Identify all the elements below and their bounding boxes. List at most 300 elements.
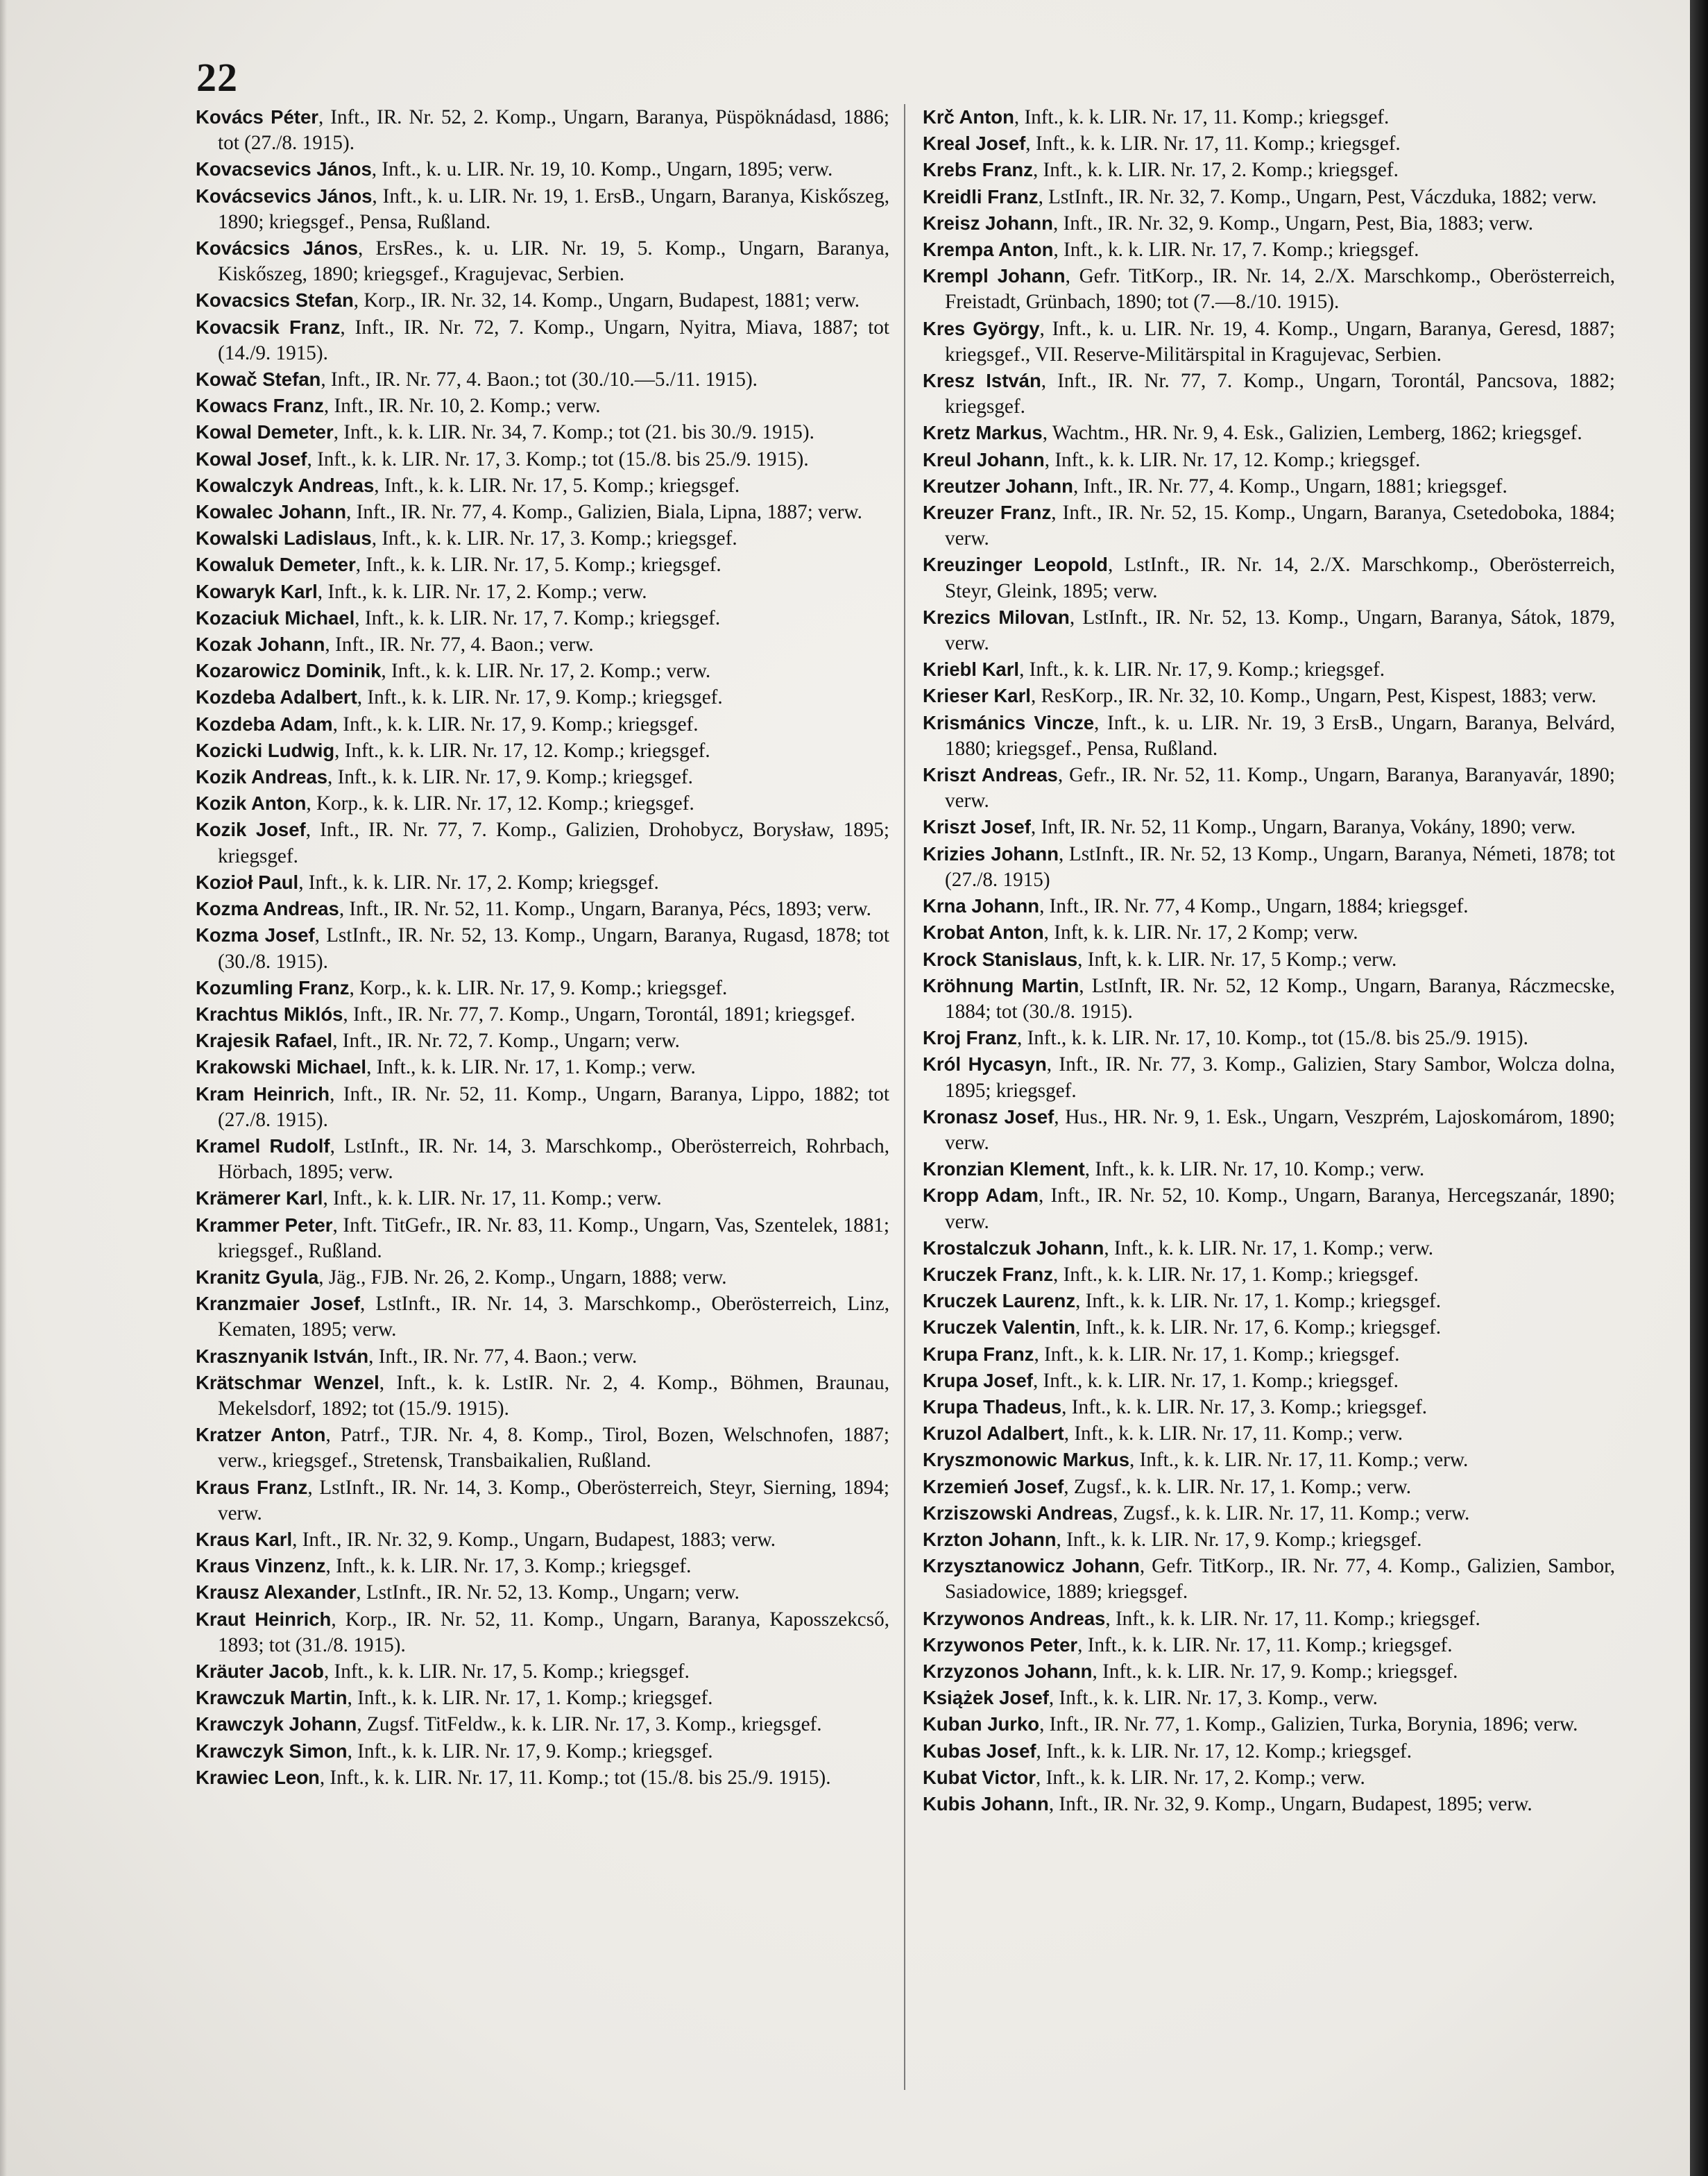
casualty-entry [196, 790, 889, 817]
entry-name: Krätschmar Wenzel [196, 1371, 379, 1393]
entry-name: Krzywonos Peter [923, 1633, 1078, 1656]
casualty-entry [196, 366, 889, 393]
casualty-entry [196, 896, 889, 922]
entry-details: , Inft., k. k. LIR. Nr. 17, 2. Komp.; verw. [381, 660, 711, 683]
entry-details: , Inft., k. k. LIR. Nr. 17, 12. Komp.; kriegsgef. [334, 739, 710, 762]
entry-details: , ErsRes., k. u. LIR. Nr. 19, 5. Komp., Ungarn, Baranya, Kiskőszeg, 1890; kriegsgef., Kragujevac, Serbien. [218, 237, 890, 286]
entry-details: , Inft., k. k. LIR. Nr. 17, 1. Komp.; kriegsgef. [1034, 1343, 1400, 1366]
entry-details: , Inft., k. u. LIR. Nr. 19, 10. Komp., Ungarn, 1895; verw. [371, 158, 833, 181]
casualty-entry [196, 314, 889, 366]
entry-name: Kozarowicz Dominik [196, 660, 382, 682]
entry-name: Kubis Johann [923, 1793, 1049, 1814]
entry-name: Krzysztanowicz Johann [923, 1555, 1140, 1577]
entry-name: Kreisz Johann [923, 212, 1053, 234]
casualty-entry [196, 922, 889, 974]
entry-name: Król Hycasyn [923, 1053, 1047, 1076]
casualty-entry [196, 1553, 889, 1579]
casualty-entry [923, 1025, 1615, 1051]
entry-details: , Inft., IR. Nr. 32, 9. Komp., Ungarn, Budapest, 1895; verw. [1048, 1793, 1532, 1815]
entry-details: , Inft., k. k. LIR. Nr. 17, 11. Komp.; verw. [1064, 1422, 1403, 1445]
entry-name: Krobat Anton [923, 921, 1044, 944]
entry-name: Kreutzer Johann [923, 475, 1073, 497]
casualty-entry [196, 419, 889, 445]
entry-name: Książek Josef [923, 1687, 1049, 1709]
casualty-entry [196, 817, 889, 869]
entry-name: Kräuter Jacob [196, 1660, 324, 1682]
page-number: 22 [196, 55, 238, 100]
entry-details: , Inft., k. k. LIR. Nr. 17, 5. Komp.; kriegsgef. [355, 554, 721, 577]
casualty-entry [196, 1370, 889, 1422]
casualty-entry [196, 684, 889, 711]
entry-name: Kronasz Josef [923, 1105, 1054, 1128]
entry-details: , Inft., IR. Nr. 77, 4 Komp., Ungarn, 1884; kriegsgef. [1039, 895, 1469, 918]
entry-details: , Inft., k. k. LIR. Nr. 17, 11. Komp.; kriegsgef. [1105, 1607, 1480, 1630]
entry-details: , Inft., k. k. LIR. Nr. 17, 11. Komp.; verw. [1129, 1449, 1469, 1472]
entry-name: Krostalczuk Johann [923, 1236, 1104, 1259]
casualty-entry [196, 552, 889, 578]
casualty-entry [923, 1341, 1615, 1368]
entry-details: , Inft., IR. Nr. 72, 7. Komp., Ungarn; verw. [332, 1030, 680, 1053]
entry-name: Kraus Franz [196, 1476, 308, 1498]
casualty-entry [923, 447, 1615, 473]
entry-name: Krzemień Josef [923, 1475, 1064, 1497]
entry-details: , LstInft, IR. Nr. 52, 12 Komp., Ungarn, Baranya, Ráczmecske, 1884; tot (30./8. 1915). [945, 974, 1615, 1023]
entry-details: , Inft., k. k. LIR. Nr. 17, 11. Komp.; kriegsgef. [1077, 1633, 1453, 1656]
entry-details: , Gefr. TitKorp., IR. Nr. 14, 2./X. Marschkomp., Oberösterreich, Freistadt, Grünbach, 1890; tot (7.—8./10. 1915). [945, 265, 1615, 314]
entry-details: , Inft., k. u. LIR. Nr. 19, 3 ErsB., Ungarn, Baranya, Belvárd, 1880; kriegsgef., Pensa, Rußland. [945, 711, 1615, 760]
entry-name: Kozicki Ludwig [196, 739, 335, 761]
entry-name: Kraus Vinzenz [196, 1555, 326, 1577]
entry-details: , Inft., IR. Nr. 77, 3. Komp., Galizien, Stary Sambor, Wolcza dolna, 1895; kriegsgef. [945, 1053, 1615, 1102]
casualty-entry [196, 1081, 889, 1133]
entry-name: Krč Anton [923, 106, 1014, 128]
entry-details: , Inft., k. k. LIR. Nr. 17, 11. Komp.; kriegsgef. [1025, 133, 1401, 155]
entry-name: Kres György [923, 317, 1040, 339]
entry-details: , Inft. TitGefr., IR. Nr. 83, 11. Komp., Ungarn, Vas, Szentelek, 1881; kriegsgef., Rußland. [218, 1214, 889, 1262]
entry-details: , Inft., k. k. LIR. Nr. 17, 11. Komp.; verw. [323, 1187, 662, 1210]
entry-name: Krizies Johann [923, 842, 1059, 865]
entry-name: Kovacsevics János [196, 158, 372, 180]
entry-details: , Inft., k. k. LIR. Nr. 17, 1. Komp.; kriegsgef. [1052, 1263, 1419, 1286]
casualty-entry [196, 1343, 889, 1370]
entry-name: Kovács Péter [196, 106, 318, 128]
casualty-entry [923, 841, 1615, 893]
entry-details: , Inft., IR. Nr. 72, 7. Komp., Ungarn, Nyitra, Miava, 1887; tot (14./9. 1915). [218, 316, 889, 364]
entry-details: , Inft., IR. Nr. 77, 4. Baon.; verw. [325, 634, 594, 656]
casualty-entry [923, 1685, 1615, 1711]
entry-details: , Inft., k. k. LIR. Nr. 17, 1. Komp.; verw. [366, 1056, 696, 1079]
entry-name: Kronzian Klement [923, 1158, 1085, 1180]
entry-name: Kruczek Valentin [923, 1316, 1076, 1338]
casualty-entry [196, 1264, 889, 1291]
casualty-entry [923, 1553, 1615, 1605]
casualty-entry [923, 263, 1615, 315]
casualty-entry [923, 1235, 1615, 1261]
left-column [196, 104, 889, 1791]
casualty-entry [196, 1054, 889, 1080]
casualty-entry [196, 579, 889, 605]
casualty-entry [923, 683, 1615, 709]
entry-details: , Inft., IR. Nr. 52, 15. Komp., Ungarn, Baranya, Csetedoboka, 1884; verw. [945, 502, 1615, 550]
entry-details: , Inft., k. k. LIR. Nr. 17, 9. Komp.; kriegsgef. [347, 1740, 713, 1762]
casualty-entry [923, 1527, 1615, 1553]
casualty-entry [923, 104, 1615, 130]
casualty-entry [196, 1133, 889, 1185]
entry-details: , Inft., k. k. LIR. Nr. 17, 3. Komp.; kriegsgef. [1061, 1395, 1428, 1418]
entry-details: , Gefr. TitKorp., IR. Nr. 77, 4. Komp., Galizien, Sambor, Sasiadowice, 1889; kriegsgef. [945, 1555, 1615, 1604]
casualty-entry [196, 605, 889, 631]
entry-name: Kozik Anton [196, 792, 307, 815]
entry-name: Krasznyanik István [196, 1345, 369, 1367]
entry-name: Kramel Rudolf [196, 1134, 330, 1157]
entry-details: , Inft., k. k. LIR. Nr. 17, 2. Komp.; kriegsgef. [1032, 159, 1399, 182]
entry-name: Kowaluk Demeter [196, 554, 356, 576]
entry-details: , Korp., k. k. LIR. Nr. 17, 12. Komp.; kriegsgef. [306, 792, 694, 815]
entry-details: , Inft., IR. Nr. 77, 7. Komp., Ungarn, Torontál, 1891; kriegsgef. [343, 1003, 855, 1026]
entry-details: , Inft., IR. Nr. 32, 9. Komp., Ungarn, Budapest, 1883; verw. [292, 1528, 776, 1551]
entry-details: , Inft., k. u. LIR. Nr. 19, 4. Komp., Ungarn, Baranya, Geresd, 1887; kriegsgef., VII. Reserve-Militärspital in Kragujevac, Serbien. [945, 317, 1615, 366]
casualty-entry [196, 1474, 889, 1527]
entry-details: , Inft., k. k. LIR. Nr. 17, 3. Komp.; tot (15./8. bis 25./9. 1915). [307, 448, 809, 470]
casualty-entry [196, 446, 889, 473]
casualty-entry [923, 1156, 1615, 1182]
entry-details: , Inft., k. k. LIR. Nr. 17, 7. Komp.; kriegsgef. [355, 606, 721, 629]
entry-details: , Inft., k. k. LIR. Nr. 17, 11. Komp.; tot (15./8. bis 25./9. 1915). [319, 1766, 831, 1789]
entry-name: Kraut Heinrich [196, 1608, 332, 1630]
entry-name: Kriebl Karl [923, 658, 1020, 681]
entry-name: Kretz Markus [923, 422, 1043, 444]
casualty-entry [196, 1711, 889, 1737]
entry-name: Kozik Josef [196, 819, 306, 841]
casualty-entry [196, 287, 889, 314]
entry-name: Kovácsevics János [196, 185, 373, 207]
entry-details: , Zugsf., k. k. LIR. Nr. 17, 11. Komp.; verw. [1113, 1502, 1470, 1524]
entry-details: , Inft., IR. Nr. 77, 7. Komp., Galizien, Drohobycz, Borysław, 1895; kriegsgef. [218, 819, 889, 867]
casualty-entry [923, 1658, 1615, 1685]
casualty-entry [923, 316, 1615, 368]
entry-details: , Inft., k. k. LIR. Nr. 17, 2. Komp; kriegsgef. [298, 871, 659, 894]
casualty-entry [196, 1658, 889, 1685]
entry-name: Krawczyk Simon [196, 1740, 348, 1762]
entry-details: , ResKorp., IR. Nr. 32, 10. Komp., Ungarn, Pest, Kispest, 1883; verw. [1030, 685, 1597, 708]
entry-name: Kranitz Gyula [196, 1266, 319, 1288]
entry-details: , Jäg., FJB. Nr. 26, 2. Komp., Ungarn, 1888; verw. [318, 1266, 727, 1289]
casualty-entry [923, 973, 1615, 1025]
casualty-entry [923, 473, 1615, 500]
entry-details: , Inft., k. k. LIR. Nr. 17, 7. Komp.; kriegsgef. [1053, 239, 1419, 262]
entry-name: Kriszt Josef [923, 816, 1031, 838]
entry-name: Krempl Johann [923, 265, 1066, 287]
casualty-entry [923, 1182, 1615, 1234]
casualty-entry [196, 1028, 889, 1054]
entry-details: , Inft., k. u. LIR. Nr. 19, 1. ErsB., Ungarn, Baranya, Kiskőszeg, 1890; kriegsgef., Pensa, Rußland. [218, 185, 889, 233]
casualty-entry [196, 1422, 889, 1474]
casualty-entry [923, 1711, 1615, 1737]
entry-details: , LstInft., IR. Nr. 52, 13. Komp., Ungarn; verw. [356, 1581, 740, 1604]
casualty-entry [923, 1104, 1615, 1156]
entry-details: , Inft., k. k. LIR. Nr. 17, 9. Komp.; kriegsgef. [327, 766, 693, 789]
casualty-entry [196, 1001, 889, 1028]
entry-name: Kryszmonowic Markus [923, 1449, 1130, 1471]
casualty-entry [923, 500, 1615, 552]
entry-name: Krausz Alexander [196, 1581, 357, 1604]
casualty-entry [923, 656, 1615, 683]
casualty-entry [923, 1738, 1615, 1765]
entry-name: Kreidli Franz [923, 185, 1039, 207]
casualty-entry [923, 157, 1615, 183]
entry-name: Kruczek Franz [923, 1263, 1053, 1285]
entry-details: , Inft., IR. Nr. 77, 4. Baon.; verw. [368, 1345, 638, 1368]
entry-details: , Patrf., TJR. Nr. 4, 8. Komp., Tirol, Bozen, Welschnofen, 1887; verw., kriegsgef., Stretensk, Transbaikalien, Rußland. [218, 1424, 889, 1472]
entry-name: Kozik Andreas [196, 766, 328, 788]
entry-details: , Inft., k. k. LIR. Nr. 17, 6. Komp.; kriegsgef. [1075, 1316, 1442, 1339]
entry-name: Kovacsik Franz [196, 316, 341, 338]
casualty-entry [923, 1261, 1615, 1288]
casualty-entry [196, 658, 889, 684]
casualty-entry [196, 183, 889, 235]
entry-details: , Inft., k. k. LIR. Nr. 17, 11. Komp.; kriegsgef. [1014, 106, 1390, 128]
entry-details: , LstInft., IR. Nr. 14, 3. Marschkomp., Oberösterreich, Linz, Kematen, 1895; verw. [218, 1293, 890, 1341]
entry-details: , LstInft., IR. Nr. 32, 7. Komp., Ungarn, Pest, Váczduka, 1882; verw. [1038, 185, 1597, 208]
entry-name: Krziszowski Andreas [923, 1502, 1113, 1524]
entry-name: Kubas Josef [923, 1740, 1036, 1762]
entry-details: , Hus., HR. Nr. 9, 1. Esk., Ungarn, Veszprém, Lajoskomárom, 1890; verw. [945, 1105, 1615, 1154]
casualty-entry [923, 420, 1615, 446]
entry-details: , Inft., k. k. LIR. Nr. 34, 7. Komp.; tot (21. bis 30./9. 1915). [333, 421, 814, 444]
casualty-entry [196, 499, 889, 525]
entry-name: Krupa Josef [923, 1369, 1033, 1391]
casualty-entry [196, 711, 889, 738]
casualty-entry [923, 1791, 1615, 1817]
casualty-entry [923, 368, 1615, 420]
entry-name: Krawiec Leon [196, 1766, 320, 1788]
entry-details: , Inft., k. k. LIR. Nr. 17, 12. Komp.; kriegsgef. [1044, 448, 1421, 471]
entry-name: Kropp Adam [923, 1184, 1039, 1207]
casualty-entry [923, 552, 1615, 604]
entry-details: , Inft, k. k. LIR. Nr. 17, 2 Komp; verw. [1043, 921, 1358, 944]
casualty-entry [196, 1212, 889, 1264]
entry-name: Krismánics Vincze [923, 711, 1094, 733]
entry-details: , Inft., k. k. LIR. Nr. 17, 2. Komp.; verw. [1036, 1766, 1365, 1789]
entry-details: , Inft., k. k. LIR. Nr. 17, 5. Komp.; kriegsgef. [374, 474, 740, 497]
entry-details: , Wachtm., HR. Nr. 9, 4. Esk., Galizien, Lemberg, 1862; kriegsgef. [1042, 422, 1582, 445]
casualty-entry [196, 473, 889, 499]
casualty-entry [196, 1738, 889, 1765]
entry-details: , Inft., IR. Nr. 77, 4. Komp., Galizien, Biala, Lipna, 1887; verw. [346, 501, 862, 524]
casualty-entry [923, 210, 1615, 237]
casualty-entry [923, 710, 1615, 762]
entry-name: Kriszt Andreas [923, 764, 1058, 786]
entry-name: Krawczyk Johann [196, 1713, 357, 1735]
entry-details: , Inft., IR. Nr. 52, 11. Komp., Ungarn, Baranya, Pécs, 1893; verw. [339, 898, 871, 921]
entry-details: , Inft., k. k. LIR. Nr. 17, 9. Komp.; kriegsgef. [1056, 1528, 1422, 1551]
casualty-entry [196, 235, 889, 287]
entry-name: Kraus Karl [196, 1528, 293, 1550]
entry-name: Kowaryk Karl [196, 580, 318, 602]
entry-name: Kowalczyk Andreas [196, 474, 375, 496]
entry-details: , Inft., IR. Nr. 10, 2. Komp.; verw. [323, 395, 601, 418]
casualty-entry [923, 1314, 1615, 1341]
entry-name: Kowacs Franz [196, 395, 324, 417]
casualty-entry [923, 919, 1615, 946]
entry-name: Krupa Franz [923, 1343, 1034, 1365]
entry-details: , LstInft., IR. Nr. 52, 13. Komp., Ungarn, Baranya, Rugasd, 1878; tot (30./8. 1915). [218, 924, 889, 973]
entry-name: Kozdeba Adalbert [196, 686, 357, 708]
entry-details: , Inft., k. k. LIR. Nr. 17, 9. Komp.; kriegsgef. [1092, 1660, 1458, 1683]
casualty-entry [923, 893, 1615, 919]
entry-details: , Gefr., IR. Nr. 52, 11. Komp., Ungarn, Baranya, Baranyavár, 1890; verw. [945, 764, 1615, 813]
entry-name: Krawczuk Martin [196, 1687, 348, 1709]
entry-details: , Inft., k. k. LIR. Nr. 17, 10. Komp.; verw. [1084, 1158, 1425, 1181]
entry-name: Kowal Demeter [196, 421, 334, 443]
casualty-entry [196, 1579, 889, 1606]
entry-name: Krieser Karl [923, 685, 1031, 707]
entry-details: , Inft., IR. Nr. 32, 9. Komp., Ungarn, Pest, Bia, 1883; verw. [1052, 212, 1534, 235]
entry-name: Kowalski Ladislaus [196, 527, 372, 550]
casualty-entry [923, 1394, 1615, 1420]
entry-details: , Inft., k. k. LIR. Nr. 17, 3. Komp.; kriegsgef. [371, 527, 737, 550]
entry-name: Krämerer Karl [196, 1187, 323, 1209]
entry-name: Krempa Anton [923, 239, 1054, 261]
entry-details: , Inft, IR. Nr. 52, 11 Komp., Ungarn, Baranya, Vokány, 1890; verw. [1030, 816, 1576, 839]
entry-details: , Inft., k. k. LIR. Nr. 17, 3. Komp., verw. [1048, 1687, 1378, 1710]
casualty-entry [196, 1185, 889, 1212]
entry-name: Kozioł Paul [196, 871, 299, 893]
entry-details: , Inft., k. k. LIR. Nr. 17, 1. Komp.; kriegsgef. [347, 1687, 713, 1710]
entry-details: , Inft., k. k. LIR. Nr. 17, 2. Komp.; verw. [317, 580, 647, 603]
entry-name: Krna Johann [923, 895, 1040, 917]
entry-details: , Inft., IR. Nr. 52, 11. Komp., Ungarn, Baranya, Lippo, 1882; tot (27./8. 1915). [218, 1082, 889, 1131]
casualty-entry [923, 184, 1615, 210]
casualty-entry [196, 1765, 889, 1791]
casualty-entry [196, 1527, 889, 1553]
casualty-entry [196, 764, 889, 790]
entry-details: , Inft., k. k. LIR. Nr. 17, 12. Komp.; kriegsgef. [1036, 1740, 1412, 1762]
entry-name: Kreuzinger Leopold [923, 554, 1108, 576]
entry-name: Krachtus Miklós [196, 1003, 343, 1025]
casualty-entry [923, 1368, 1615, 1394]
entry-name: Kratzer Anton [196, 1424, 326, 1446]
casualty-entry [196, 525, 889, 552]
entry-name: Krammer Peter [196, 1214, 333, 1236]
entry-name: Krajesik Rafael [196, 1030, 333, 1052]
entry-details: , LstInft., IR. Nr. 14, 3. Marschkomp., Oberösterreich, Rohrbach, Hörbach, 1895; verw. [218, 1134, 889, 1184]
casualty-entry [923, 814, 1615, 840]
entry-name: Kovácsics János [196, 237, 359, 260]
casualty-entry [196, 738, 889, 764]
column-divider [904, 104, 905, 2090]
entry-details: , LstInft., IR. Nr. 52, 13 Komp., Ungarn, Baranya, Németi, 1878; tot (27./8. 1915) [945, 842, 1615, 891]
casualty-entry [923, 1420, 1615, 1447]
entry-name: Kowal Josef [196, 448, 307, 470]
page-right-edge-shadow [1690, 0, 1708, 2176]
entry-details: , Inft., IR. Nr. 77, 4. Baon.; tot (30./10.—5./11. 1915). [321, 368, 758, 391]
entry-details: , Inft., k. k. LIR. Nr. 17, 5. Komp.; kriegsgef. [323, 1660, 690, 1683]
entry-name: Krzywonos Andreas [923, 1607, 1106, 1629]
casualty-entry [923, 130, 1615, 157]
entry-name: Kozak Johann [196, 634, 325, 656]
casualty-entry [196, 1606, 889, 1658]
entry-details: , Inft., k. k. LIR. Nr. 17, 10. Komp., tot (15./8. bis 25./9. 1915). [1016, 1027, 1528, 1050]
entry-details: , Inft., k. k. LIR. Nr. 17, 1. Komp.; kriegsgef. [1032, 1369, 1399, 1392]
entry-name: Kreul Johann [923, 448, 1045, 470]
entry-details: , LstInft., IR. Nr. 52, 13. Komp., Ungarn, Baranya, Sátok, 1879, verw. [945, 606, 1615, 655]
entry-name: Kram Heinrich [196, 1082, 330, 1105]
entry-name: Krock Stanislaus [923, 948, 1078, 970]
casualty-entry [923, 604, 1615, 656]
entry-details: , Inft., k. k. LIR. Nr. 17, 3. Komp.; kriegsgef. [325, 1555, 692, 1578]
casualty-entry [196, 1685, 889, 1711]
entry-details: , Inft., k. k. LIR. Nr. 17, 9. Komp.; kriegsgef. [357, 686, 723, 709]
entry-name: Kowalec Johann [196, 501, 346, 523]
casualty-entry [196, 869, 889, 896]
casualty-entry [923, 1288, 1615, 1314]
entry-name: Kozdeba Adam [196, 713, 333, 735]
entry-details: , Inft., k. k. LIR. Nr. 17, 9. Komp.; kriegsgef. [1019, 658, 1385, 681]
entry-details: , Korp., IR. Nr. 52, 11. Komp., Ungarn, Baranya, Kaposszekcső, 1893; tot (31./8. 1915). [218, 1608, 889, 1656]
entry-details: , Inft., IR. Nr. 77, 4. Komp., Ungarn, 1881; kriegsgef. [1073, 475, 1508, 498]
entry-name: Kreal Josef [923, 133, 1026, 155]
casualty-entry [196, 104, 889, 156]
casualty-entry [923, 237, 1615, 263]
entry-name: Kozma Josef [196, 924, 315, 946]
entry-details: , Inft., IR. Nr. 52, 2. Komp., Ungarn, Baranya, Püspöknádasd, 1886; tot (27./8. 1915). [218, 106, 890, 155]
entry-name: Krakowski Michael [196, 1056, 367, 1078]
entry-name: Kruczek Laurenz [923, 1290, 1076, 1312]
entry-details: , Inft., k. k. LIR. Nr. 17, 9. Komp.; kriegsgef. [332, 713, 699, 736]
entry-name: Kozumling Franz [196, 976, 350, 998]
entry-name: Kreuzer Franz [923, 502, 1052, 524]
casualty-entry [196, 393, 889, 419]
entry-details: , Inft., IR. Nr. 52, 10. Komp., Ungarn, Baranya, Hercegszanár, 1890; verw. [945, 1184, 1615, 1233]
casualty-entry [196, 975, 889, 1001]
entry-details: , LstInft., IR. Nr. 14, 2./X. Marschkomp., Oberösterreich, Steyr, Gleink, 1895; verw. [945, 554, 1615, 602]
entry-details: , Zugsf. TitFeldw., k. k. LIR. Nr. 17, 3. Komp., kriegsgef. [357, 1713, 822, 1736]
entry-details: , Inft., IR. Nr. 77, 7. Komp., Ungarn, Torontál, Pancsova, 1882; kriegsgef. [945, 370, 1615, 418]
casualty-entry [923, 762, 1615, 814]
entry-name: Kuban Jurko [923, 1713, 1040, 1735]
entry-name: Kranzmaier Josef [196, 1293, 360, 1315]
casualty-entry [923, 1447, 1615, 1473]
entry-name: Kozma Andreas [196, 898, 339, 920]
entry-name: Kowač Stefan [196, 368, 321, 391]
page-left-edge-shadow [0, 0, 7, 2176]
entry-details: , Inft, k. k. LIR. Nr. 17, 5 Komp.; verw. [1077, 948, 1397, 971]
entry-details: , Korp., IR. Nr. 32, 14. Komp., Ungarn, Budapest, 1881; verw. [353, 289, 860, 312]
casualty-entry [196, 156, 889, 182]
entry-name: Krzyzonos Johann [923, 1660, 1093, 1682]
entry-details: , Inft., k. k. LIR. Nr. 17, 1. Komp.; verw. [1104, 1236, 1434, 1259]
entry-name: Kozaciuk Michael [196, 606, 355, 629]
entry-details: , Inft., k. k. LIR. Nr. 17, 1. Komp.; kriegsgef. [1075, 1290, 1442, 1313]
entry-name: Krebs Franz [923, 159, 1033, 181]
casualty-entry [923, 1500, 1615, 1527]
entry-name: Kruzol Adalbert [923, 1422, 1064, 1445]
casualty-entry [923, 1051, 1615, 1103]
entry-details: , LstInft., IR. Nr. 14, 3. Komp., Oberösterreich, Steyr, Sierning, 1894; verw. [218, 1476, 890, 1524]
entry-name: Krupa Thadeus [923, 1395, 1062, 1418]
entry-details: , Zugsf., k. k. LIR. Nr. 17, 1. Komp.; verw. [1064, 1475, 1412, 1498]
entry-name: Kröhnung Martin [923, 974, 1079, 996]
casualty-entry [923, 1765, 1615, 1791]
entry-name: Kresz István [923, 370, 1041, 392]
casualty-entry [196, 631, 889, 658]
entry-details: , Inft., k. k. LstIR. Nr. 2, 4. Komp., Böhmen, Braunau, Mekelsdorf, 1892; tot (15./9. 1915). [218, 1371, 889, 1420]
casualty-entry [923, 946, 1615, 973]
entry-name: Kubat Victor [923, 1766, 1036, 1788]
casualty-entry [923, 1632, 1615, 1658]
entry-name: Kroj Franz [923, 1027, 1017, 1049]
